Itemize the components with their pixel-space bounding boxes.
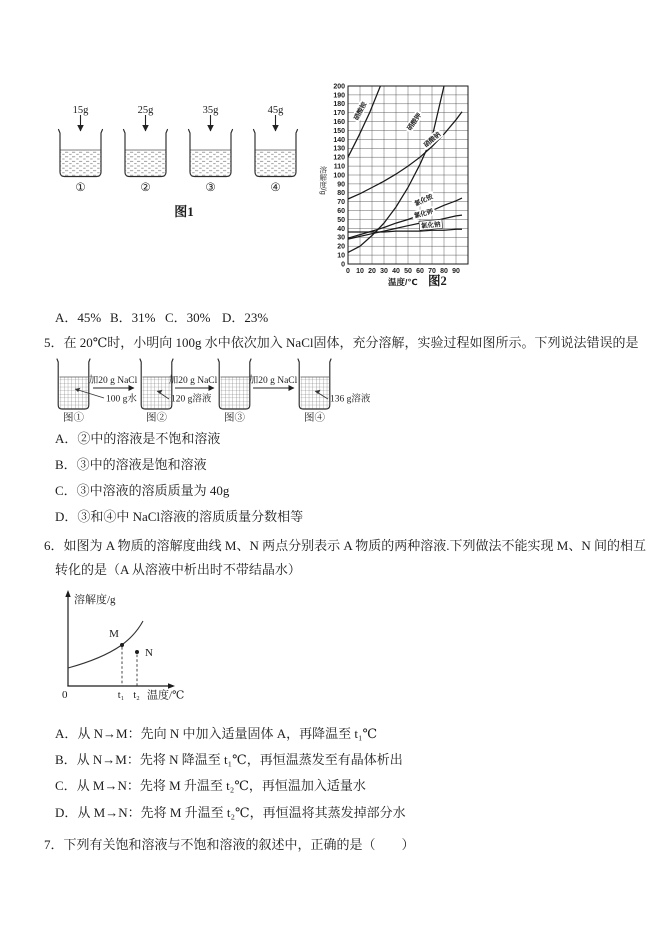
q6-option-b: B．从 N→M：先将 N 降温至 t₁℃，再恒温蒸发至有晶体析出 xyxy=(55,752,403,767)
point-N-label: N xyxy=(145,647,153,659)
q5-option-d: D．③和④中 NaCl溶液的溶质质量分数相等 xyxy=(55,509,304,524)
q4-option-b: B．31% xyxy=(110,310,156,325)
liquid xyxy=(191,150,231,176)
figure1-caption: 图1 xyxy=(174,204,194,219)
svg-text:60: 60 xyxy=(416,268,424,275)
q5-beaker-1 xyxy=(57,359,90,424)
t1-tick-label: t₁ xyxy=(117,690,125,701)
svg-text:150: 150 xyxy=(333,127,345,135)
beaker-2 xyxy=(124,105,168,194)
t2-tick-label: t₂ xyxy=(133,690,140,701)
beaker-1 xyxy=(59,105,103,194)
svg-text:硝酸铵: 硝酸铵 xyxy=(353,101,369,122)
add-nacl-label: 加20 g NaCl xyxy=(88,376,138,386)
svg-text:80: 80 xyxy=(337,190,345,198)
q6-option-d: D．从 M→N：先将 M 升温至 t₂℃，再恒温将其蒸发掉部分水 xyxy=(55,805,406,820)
q5-beaker-caption: 图④ xyxy=(304,412,325,424)
q5-beaker-2 xyxy=(140,359,173,424)
svg-text:10: 10 xyxy=(356,268,364,275)
svg-text:20: 20 xyxy=(368,268,376,275)
q4-option-d: D．23% xyxy=(222,310,269,325)
svg-text:氯化铵: 氯化铵 xyxy=(413,193,435,208)
solubility-curve xyxy=(68,621,143,668)
svg-text:190: 190 xyxy=(333,92,345,100)
figure-1-beakers xyxy=(42,88,332,223)
svg-text:200: 200 xyxy=(333,83,345,91)
point-N-dot xyxy=(135,650,139,654)
svg-text:90: 90 xyxy=(452,268,460,275)
svg-text:10: 10 xyxy=(337,252,345,260)
y-axis-arrow-icon xyxy=(65,590,70,597)
q6-option-a: A．从 N→M：先向 N 中加入适量固体 A，再降温至 t₁℃ xyxy=(55,726,378,741)
q6-x-axis-label: 温度/℃ xyxy=(147,689,185,702)
q5-beaker-4 xyxy=(298,359,331,424)
beaker-mass-label: 45g xyxy=(267,105,284,116)
origin-label: 0 xyxy=(62,689,68,701)
svg-text:硝酸钾: 硝酸钾 xyxy=(406,112,424,133)
question5-figure xyxy=(30,356,440,426)
liquid xyxy=(256,150,296,176)
question5-text: 5．在 20℃时，小明向 100g 水中依次加入 NaCl固体，充分溶解，实验过程如图所示。下列说法错误的是 xyxy=(44,335,639,350)
curve-硝酸钠 xyxy=(348,112,462,199)
add-nacl-label: 加20 g NaCl xyxy=(248,376,298,386)
q6-y-axis-label: 溶解度/g xyxy=(74,594,116,606)
svg-text:0: 0 xyxy=(346,268,350,275)
svg-text:80: 80 xyxy=(440,268,448,275)
q6-option-c: C．从 M→N：先将 M 升温至 t₂℃，再恒温加入适量水 xyxy=(55,778,366,793)
q4-option-c: C．30% xyxy=(165,310,211,325)
question6-text-line1: 6．如图为 A 物质的溶解度曲线 M、N 两点分别表示 A 物质的两种溶液.下列做法不能实现 M、N 间的相互 xyxy=(44,538,646,553)
q5-beaker-3 xyxy=(218,359,251,424)
svg-text:硝酸钠: 硝酸钠 xyxy=(422,131,443,149)
q5-beaker-caption: 图① xyxy=(63,412,84,424)
svg-text:130: 130 xyxy=(333,145,345,153)
svg-text:180: 180 xyxy=(333,101,345,109)
liquid xyxy=(221,377,250,409)
chart2-x-axis-label: 温度/℃ xyxy=(388,277,418,287)
question7-text: 7．下列有关饱和溶液与不饱和溶液的叙述中，正确的是（ ） xyxy=(44,837,415,852)
solubility-chart xyxy=(316,80,486,280)
q5-option-c: C．③中溶液的溶质质量为 40g xyxy=(55,483,230,498)
svg-text:60: 60 xyxy=(337,208,345,215)
q5-beaker-caption: 图③ xyxy=(224,412,245,424)
liquid xyxy=(143,377,172,409)
q5-content-label-1: 100 g水 xyxy=(106,394,137,405)
svg-text:氯化钾: 氯化钾 xyxy=(413,208,435,220)
beaker-number: ② xyxy=(140,182,151,194)
x-axis-arrow-icon xyxy=(168,683,175,688)
svg-text:30: 30 xyxy=(337,234,345,242)
curve-氯化钠 xyxy=(348,229,462,232)
liquid xyxy=(60,377,89,409)
liquid xyxy=(301,377,330,409)
svg-text:170: 170 xyxy=(333,110,345,118)
svg-text:140: 140 xyxy=(333,136,345,144)
q5-content-label-4: 136 g溶液 xyxy=(330,394,371,405)
q5-option-a: A．②中的溶液是不饱和溶液 xyxy=(55,431,221,446)
q4-option-a: A．45% xyxy=(55,310,102,325)
svg-text:20: 20 xyxy=(337,243,345,251)
svg-text:90: 90 xyxy=(337,181,345,189)
beaker-4 xyxy=(254,105,298,194)
beaker-number: ④ xyxy=(270,182,281,194)
svg-text:40: 40 xyxy=(337,225,345,233)
svg-text:110: 110 xyxy=(333,163,345,171)
beaker-mass-label: 15g xyxy=(72,105,89,116)
q5-content-label-2: 120 g溶液 xyxy=(171,394,212,405)
q5-beaker-caption: 图② xyxy=(146,412,167,424)
curve-氯化钾 xyxy=(348,215,462,239)
point-M-dot xyxy=(120,643,124,647)
question6-text-line2: 转化的是（A 从溶液中析出时不带结晶水） xyxy=(55,562,301,577)
liquid xyxy=(126,150,166,176)
svg-text:50: 50 xyxy=(337,216,345,224)
svg-text:50: 50 xyxy=(404,268,412,275)
svg-text:160: 160 xyxy=(333,119,345,126)
curve-label-氯化钠 xyxy=(419,219,443,230)
q5-option-b: B．③中的溶液是饱和溶液 xyxy=(55,457,207,472)
svg-text:120: 120 xyxy=(333,154,345,162)
beaker-3 xyxy=(189,105,233,194)
svg-text:氯化钠: 氯化钠 xyxy=(420,221,441,230)
figure2-caption: 图2 xyxy=(428,274,447,288)
svg-text:100: 100 xyxy=(333,172,345,180)
beaker-number: ③ xyxy=(205,182,216,194)
question6-chart xyxy=(58,590,273,708)
beaker-mass-label: 25g xyxy=(137,105,154,116)
point-M-label: M xyxy=(109,628,119,640)
svg-text:70: 70 xyxy=(337,199,345,207)
svg-text:30: 30 xyxy=(380,268,388,275)
svg-text:70: 70 xyxy=(428,268,436,275)
svg-text:0: 0 xyxy=(341,261,345,269)
beaker-mass-label: 35g xyxy=(202,105,219,116)
chart2-y-axis-label: 溶解度/g xyxy=(318,166,328,195)
svg-text:40: 40 xyxy=(392,268,400,275)
liquid xyxy=(61,150,101,176)
beaker-number: ① xyxy=(75,182,86,194)
add-nacl-label: 加20 g NaCl xyxy=(168,376,218,386)
